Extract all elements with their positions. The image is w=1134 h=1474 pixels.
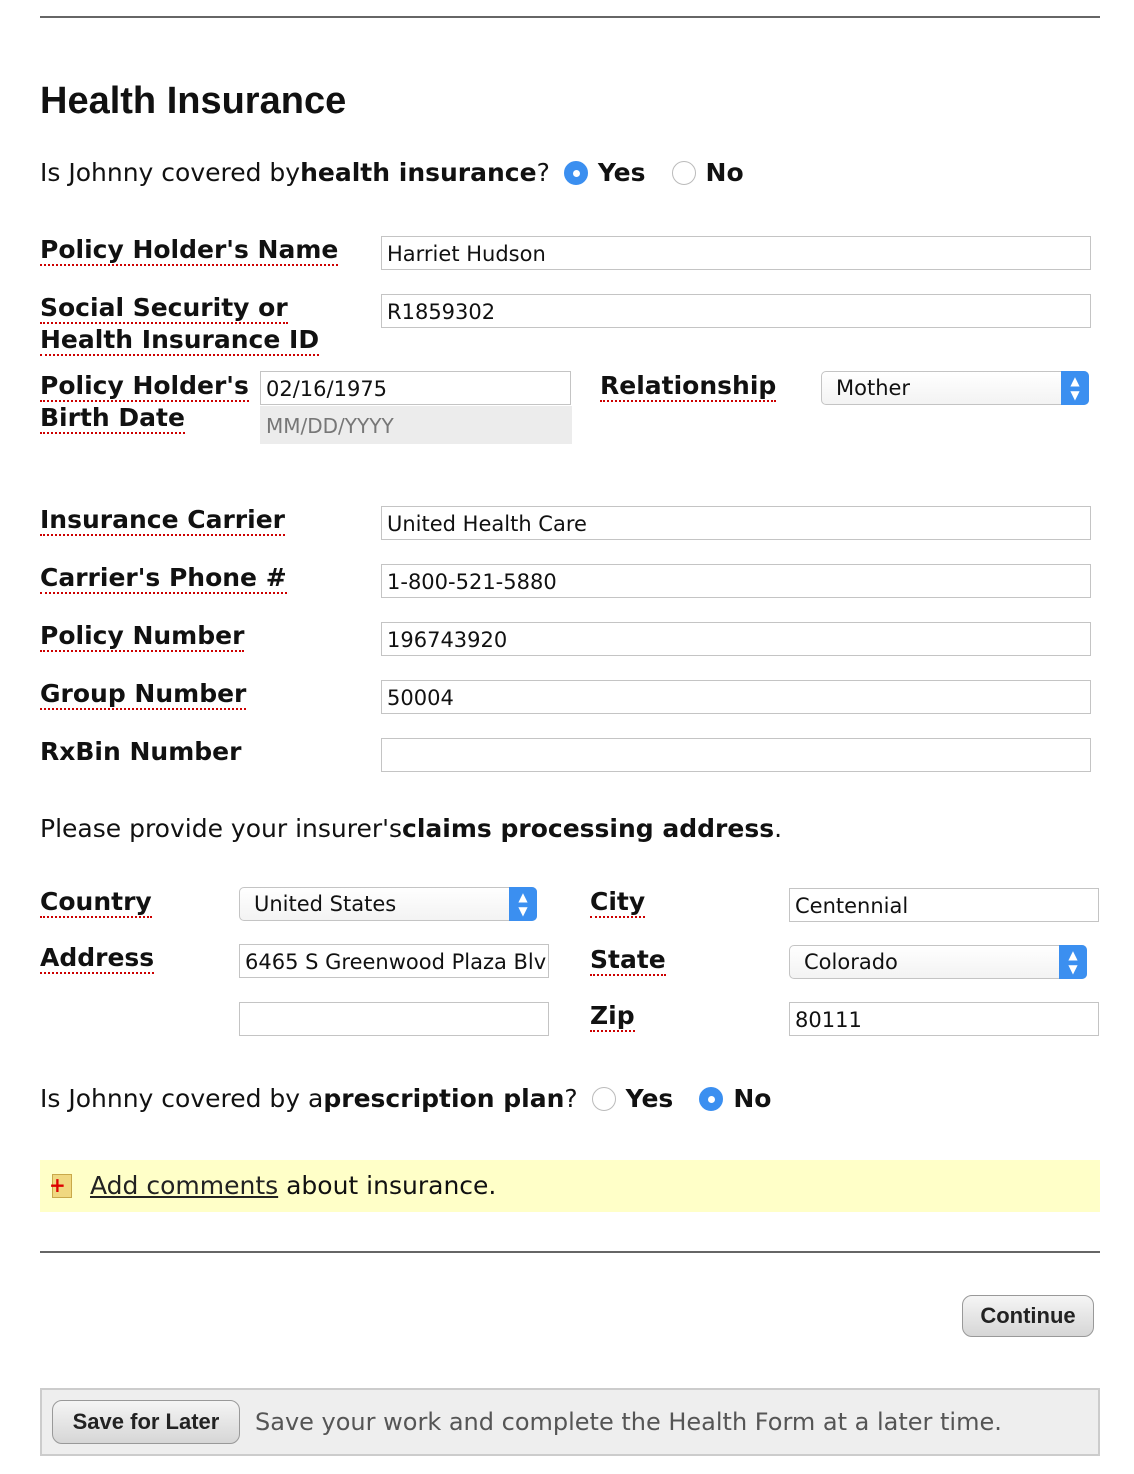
ssn-input[interactable]: R1859302 — [381, 294, 1091, 328]
carrier-input[interactable]: United Health Care — [381, 506, 1091, 540]
state-value: Colorado — [804, 950, 898, 974]
question-bold: health insurance — [300, 158, 537, 187]
country-select[interactable] — [239, 887, 537, 921]
chevron-updown-icon: ▲ ▼ — [1061, 371, 1089, 405]
phone-input[interactable]: 1-800-521-5880 — [381, 564, 1091, 598]
yes-label[interactable]: Yes — [625, 1084, 674, 1113]
prompt-text: Please provide your insurer's — [40, 814, 403, 843]
prompt-suffix: . — [774, 814, 783, 843]
relationship-select[interactable] — [821, 371, 1089, 405]
save-for-later-button[interactable]: Save for Later — [52, 1400, 240, 1444]
no-label[interactable]: No — [705, 158, 744, 187]
state-label: State — [590, 945, 666, 974]
rxbin-label: RxBin Number — [40, 737, 242, 766]
address-input[interactable]: 6465 S Greenwood Plaza Blv — [239, 944, 549, 978]
chevron-updown-icon: ▲ ▼ — [1059, 945, 1087, 979]
comments-text: about insurance. — [278, 1171, 497, 1200]
yes-radio[interactable] — [592, 1087, 616, 1111]
no-radio[interactable] — [699, 1087, 723, 1111]
policy-label: Policy Number — [40, 621, 245, 650]
add-note-icon[interactable]: + — [52, 1174, 72, 1198]
zip-label: Zip — [590, 1001, 635, 1030]
relationship-label: Relationship — [600, 371, 777, 400]
carrier-label: Insurance Carrier — [40, 505, 285, 534]
bottom-divider — [40, 1251, 1100, 1253]
dob-format-hint: MM/DD/YYYY — [260, 406, 572, 444]
relationship-value: Mother — [836, 376, 911, 400]
dob-label: Policy Holder's Birth Date — [40, 371, 249, 432]
policy-input[interactable]: 196743920 — [381, 622, 1091, 656]
question-text: Is Johnny covered by a — [40, 1084, 324, 1113]
prescription-question — [40, 1084, 783, 1113]
state-select[interactable] — [789, 945, 1087, 979]
holder-name-label: Policy Holder's Name — [40, 235, 339, 264]
add-comments-link[interactable]: Add comments — [90, 1171, 279, 1200]
prompt-bold: claims processing address — [402, 814, 775, 843]
question-suffix: ? — [564, 1084, 578, 1113]
question-text: Is Johnny covered by — [40, 158, 301, 187]
top-divider — [40, 16, 1100, 18]
rxbin-input[interactable] — [381, 738, 1091, 772]
country-label: Country — [40, 887, 152, 916]
chevron-updown-icon: ▲ ▼ — [509, 887, 537, 921]
save-bar — [40, 1388, 1100, 1456]
country-value: United States — [254, 892, 397, 916]
address-line2-input[interactable] — [239, 1002, 549, 1036]
city-label: City — [590, 887, 646, 916]
address-prompt — [40, 814, 782, 843]
city-input[interactable]: Centennial — [789, 888, 1099, 922]
group-input[interactable]: 50004 — [381, 680, 1091, 714]
health-insurance-question — [40, 158, 756, 187]
page-title: Health Insurance — [40, 80, 347, 122]
address-label: Address — [40, 943, 155, 972]
phone-label: Carrier's Phone # — [40, 563, 287, 592]
holder-name-input[interactable]: Harriet Hudson — [381, 236, 1091, 270]
question-bold: prescription plan — [323, 1084, 565, 1113]
yes-label[interactable]: Yes — [597, 158, 646, 187]
dob-input[interactable]: 02/16/1975 — [260, 371, 571, 405]
comments-bar — [40, 1160, 1100, 1212]
no-label[interactable]: No — [733, 1084, 772, 1113]
no-radio[interactable] — [672, 161, 696, 185]
zip-input[interactable]: 80111 — [789, 1002, 1099, 1036]
save-description: Save your work and complete the Health Form at a later time. — [255, 1408, 1002, 1436]
group-label: Group Number — [40, 679, 247, 708]
yes-radio[interactable] — [564, 161, 588, 185]
ssn-label: Social Security or Health Insurance ID — [40, 293, 320, 354]
continue-button[interactable]: Continue — [962, 1295, 1094, 1337]
question-suffix: ? — [536, 158, 550, 187]
